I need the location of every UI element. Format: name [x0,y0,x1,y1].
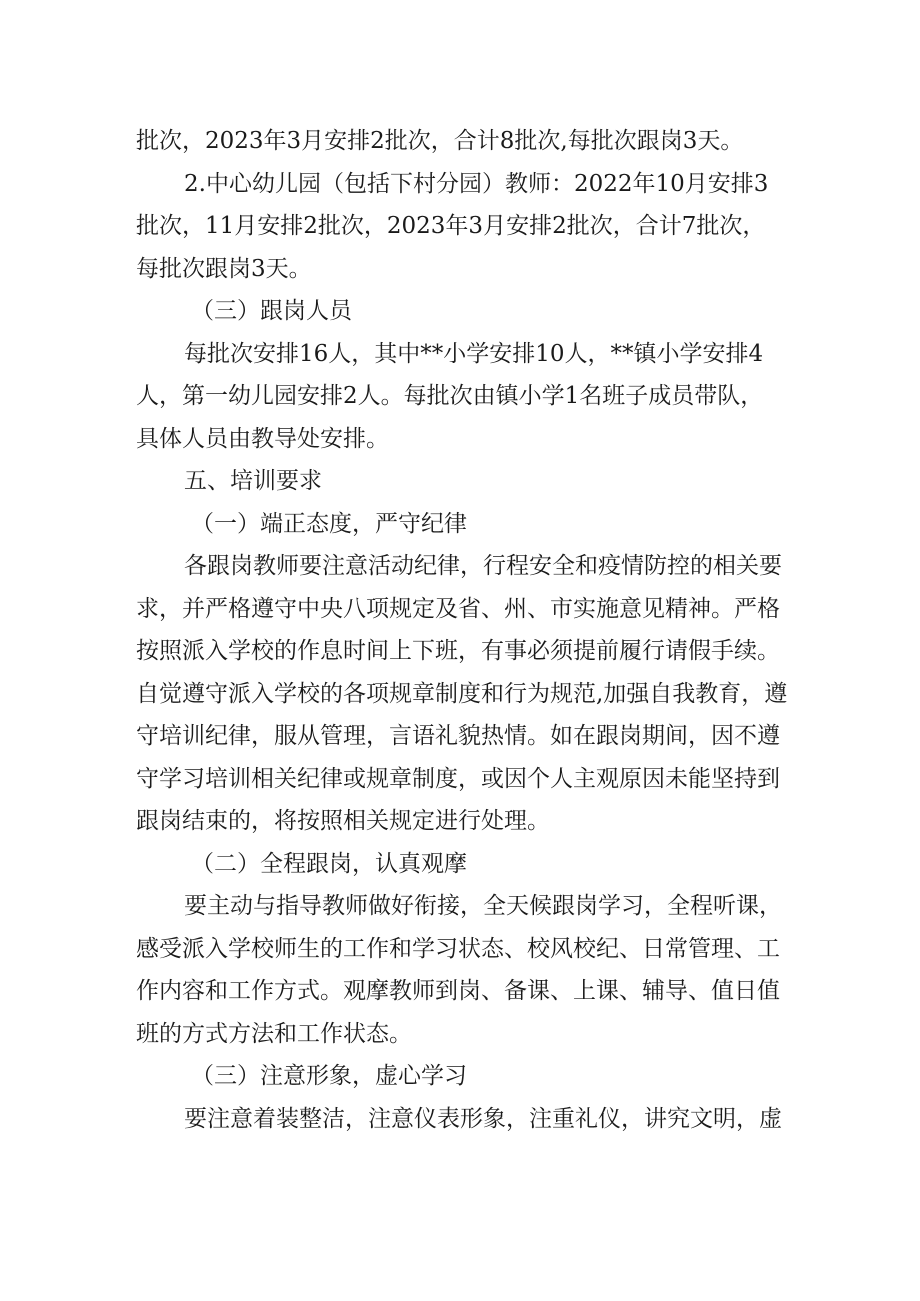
paragraph-line: 作内容和工作方式。观摩教师到岗、备课、上课、辅导、值日值 [136,978,780,1004]
subsection-heading: （一）端正态度，严守纪律 [191,511,467,537]
paragraph-line: 具体人员由教导处安排。 [136,426,389,452]
paragraph-line: 各跟岗教师要注意活动纪律，行程安全和疫情防控的相关要 [184,553,782,579]
paragraph-line: 人，第一幼儿园安排2人。每批次由镇小学1名班子成员带队， [136,383,764,409]
paragraph-line: 要注意着装整洁，注意仪表形象，注重礼仪，讲究文明，虚 [184,1106,782,1132]
paragraph-line: 守培训纪律，服从管理，言语礼貌热情。如在跟岗期间，因不遵 [136,723,780,749]
paragraph-line: 按照派入学校的作息时间上下班，有事必须提前履行请假手续。 [136,638,780,664]
paragraph-line: 求，并严格遵守中央八项规定及省、州、市实施意见精神。严格 [136,596,780,622]
list-item-heading: 2.中心幼儿园（包括下村分园）教师：2022年10月安排3 [184,171,769,197]
paragraph-line: 守学习培训相关纪律或规章制度，或因个人主观原因未能坚持到 [136,766,780,792]
paragraph-line: 跟岗结束的，将按照相关规定进行处理。 [136,808,550,834]
paragraph-line: 要主动与指导教师做好衔接，全天候跟岗学习，全程听课， [184,893,782,919]
paragraph-line: 每批次安排16人，其中**小学安排10人，**镇小学安排4 [184,341,764,367]
section-heading: 五、培训要求 [184,468,322,494]
paragraph-line: 自觉遵守派入学校的各项规章制度和行为规范,加强自我教育，遵 [136,681,788,707]
paragraph-line: 每批次跟岗3天。 [136,256,312,282]
paragraph-line: 批次，11月安排2批次，2023年3月安排2批次，合计7批次， [136,213,766,239]
subsection-heading: （二）全程跟岗，认真观摩 [191,851,467,877]
paragraph-line: 感受派入学校师生的工作和学习状态、校风校纪、日常管理、工 [136,936,780,962]
subsection-heading: （三）注意形象，虚心学习 [191,1063,467,1089]
paragraph-line: 班的方式方法和工作状态。 [136,1021,412,1047]
paragraph-line: 批次，2023年3月安排2批次，合计8批次,每批次跟岗3天。 [136,128,744,154]
subsection-heading: （三）跟岗人员 [191,298,352,324]
